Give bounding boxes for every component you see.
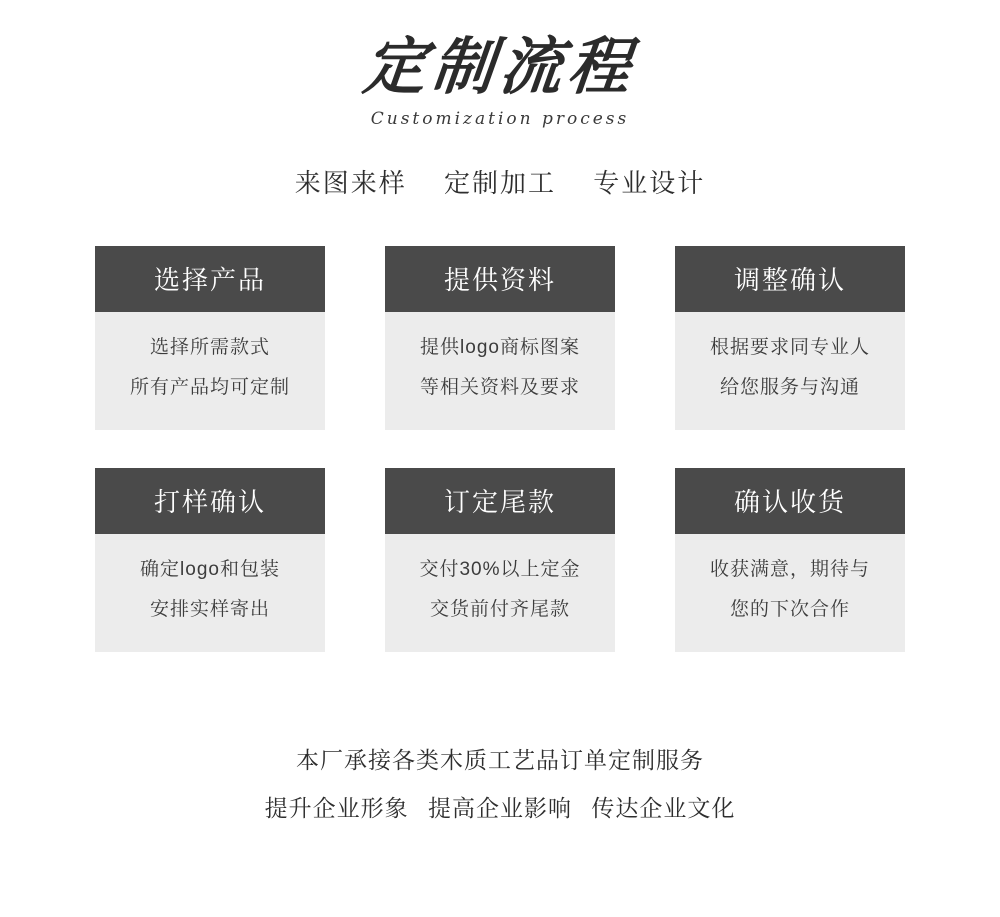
process-step-line-2: 所有产品均可定制 (129, 376, 290, 398)
process-step-line-2: 等相关资料及要求 (419, 376, 580, 398)
process-step-line-1: 选择所需款式 (149, 337, 270, 359)
footer-line-2-part-3: 传达企业文化 (591, 794, 736, 821)
process-step-line-1: 提供logo商标图案 (420, 337, 580, 359)
process-step-line-1: 收获满意，期待与 (709, 558, 870, 580)
process-step-line-2: 安排实样寄出 (149, 598, 270, 620)
process-step-title: 选择产品 (95, 246, 325, 312)
process-step-line-1: 交付30%以上定金 (419, 558, 581, 580)
page-footer (0, 736, 1000, 833)
page-subtitle (0, 163, 1000, 200)
process-step-title: 提供资料 (385, 246, 615, 312)
process-step-title: 调整确认 (675, 246, 905, 312)
process-step-title: 订定尾款 (385, 468, 615, 534)
footer-line-2-part-1: 提升企业形象 (264, 794, 409, 821)
process-step-card (95, 468, 325, 652)
footer-line-2-part-2: 提高企业影响 (428, 794, 572, 821)
subtitle-item-3: 专业设计 (593, 168, 706, 199)
process-step-title: 确认收货 (675, 468, 905, 534)
process-step-card (675, 468, 905, 652)
process-step-line-2: 给您服务与沟通 (719, 376, 860, 398)
process-step-line-2: 您的下次合作 (729, 598, 850, 620)
process-step-card (385, 468, 615, 652)
process-step-title: 打样确认 (95, 468, 325, 534)
footer-line-2 (0, 784, 1000, 832)
process-step-body (95, 534, 325, 652)
page-header (0, 0, 1000, 200)
process-step-line-2: 交货前付齐尾款 (429, 598, 570, 620)
process-step-body (675, 312, 905, 430)
process-step-body (675, 534, 905, 652)
process-steps-grid (90, 246, 910, 652)
process-step-body (385, 312, 615, 430)
page-title-en: Customization process (370, 109, 630, 130)
footer-line-1: 本厂承接各类木质工艺品订单定制服务 (296, 746, 704, 773)
process-step-line-1: 确定logo和包装 (140, 558, 280, 580)
process-step-card (675, 246, 905, 430)
subtitle-item-1: 来图来样 (294, 168, 407, 199)
page-title-cn: 定制流程 (360, 30, 640, 103)
subtitle-item-2: 定制加工 (443, 168, 556, 199)
process-step-body (95, 312, 325, 430)
process-step-line-1: 根据要求同专业人 (709, 337, 870, 359)
process-step-card (385, 246, 615, 430)
process-step-body (385, 534, 615, 652)
process-step-card (95, 246, 325, 430)
